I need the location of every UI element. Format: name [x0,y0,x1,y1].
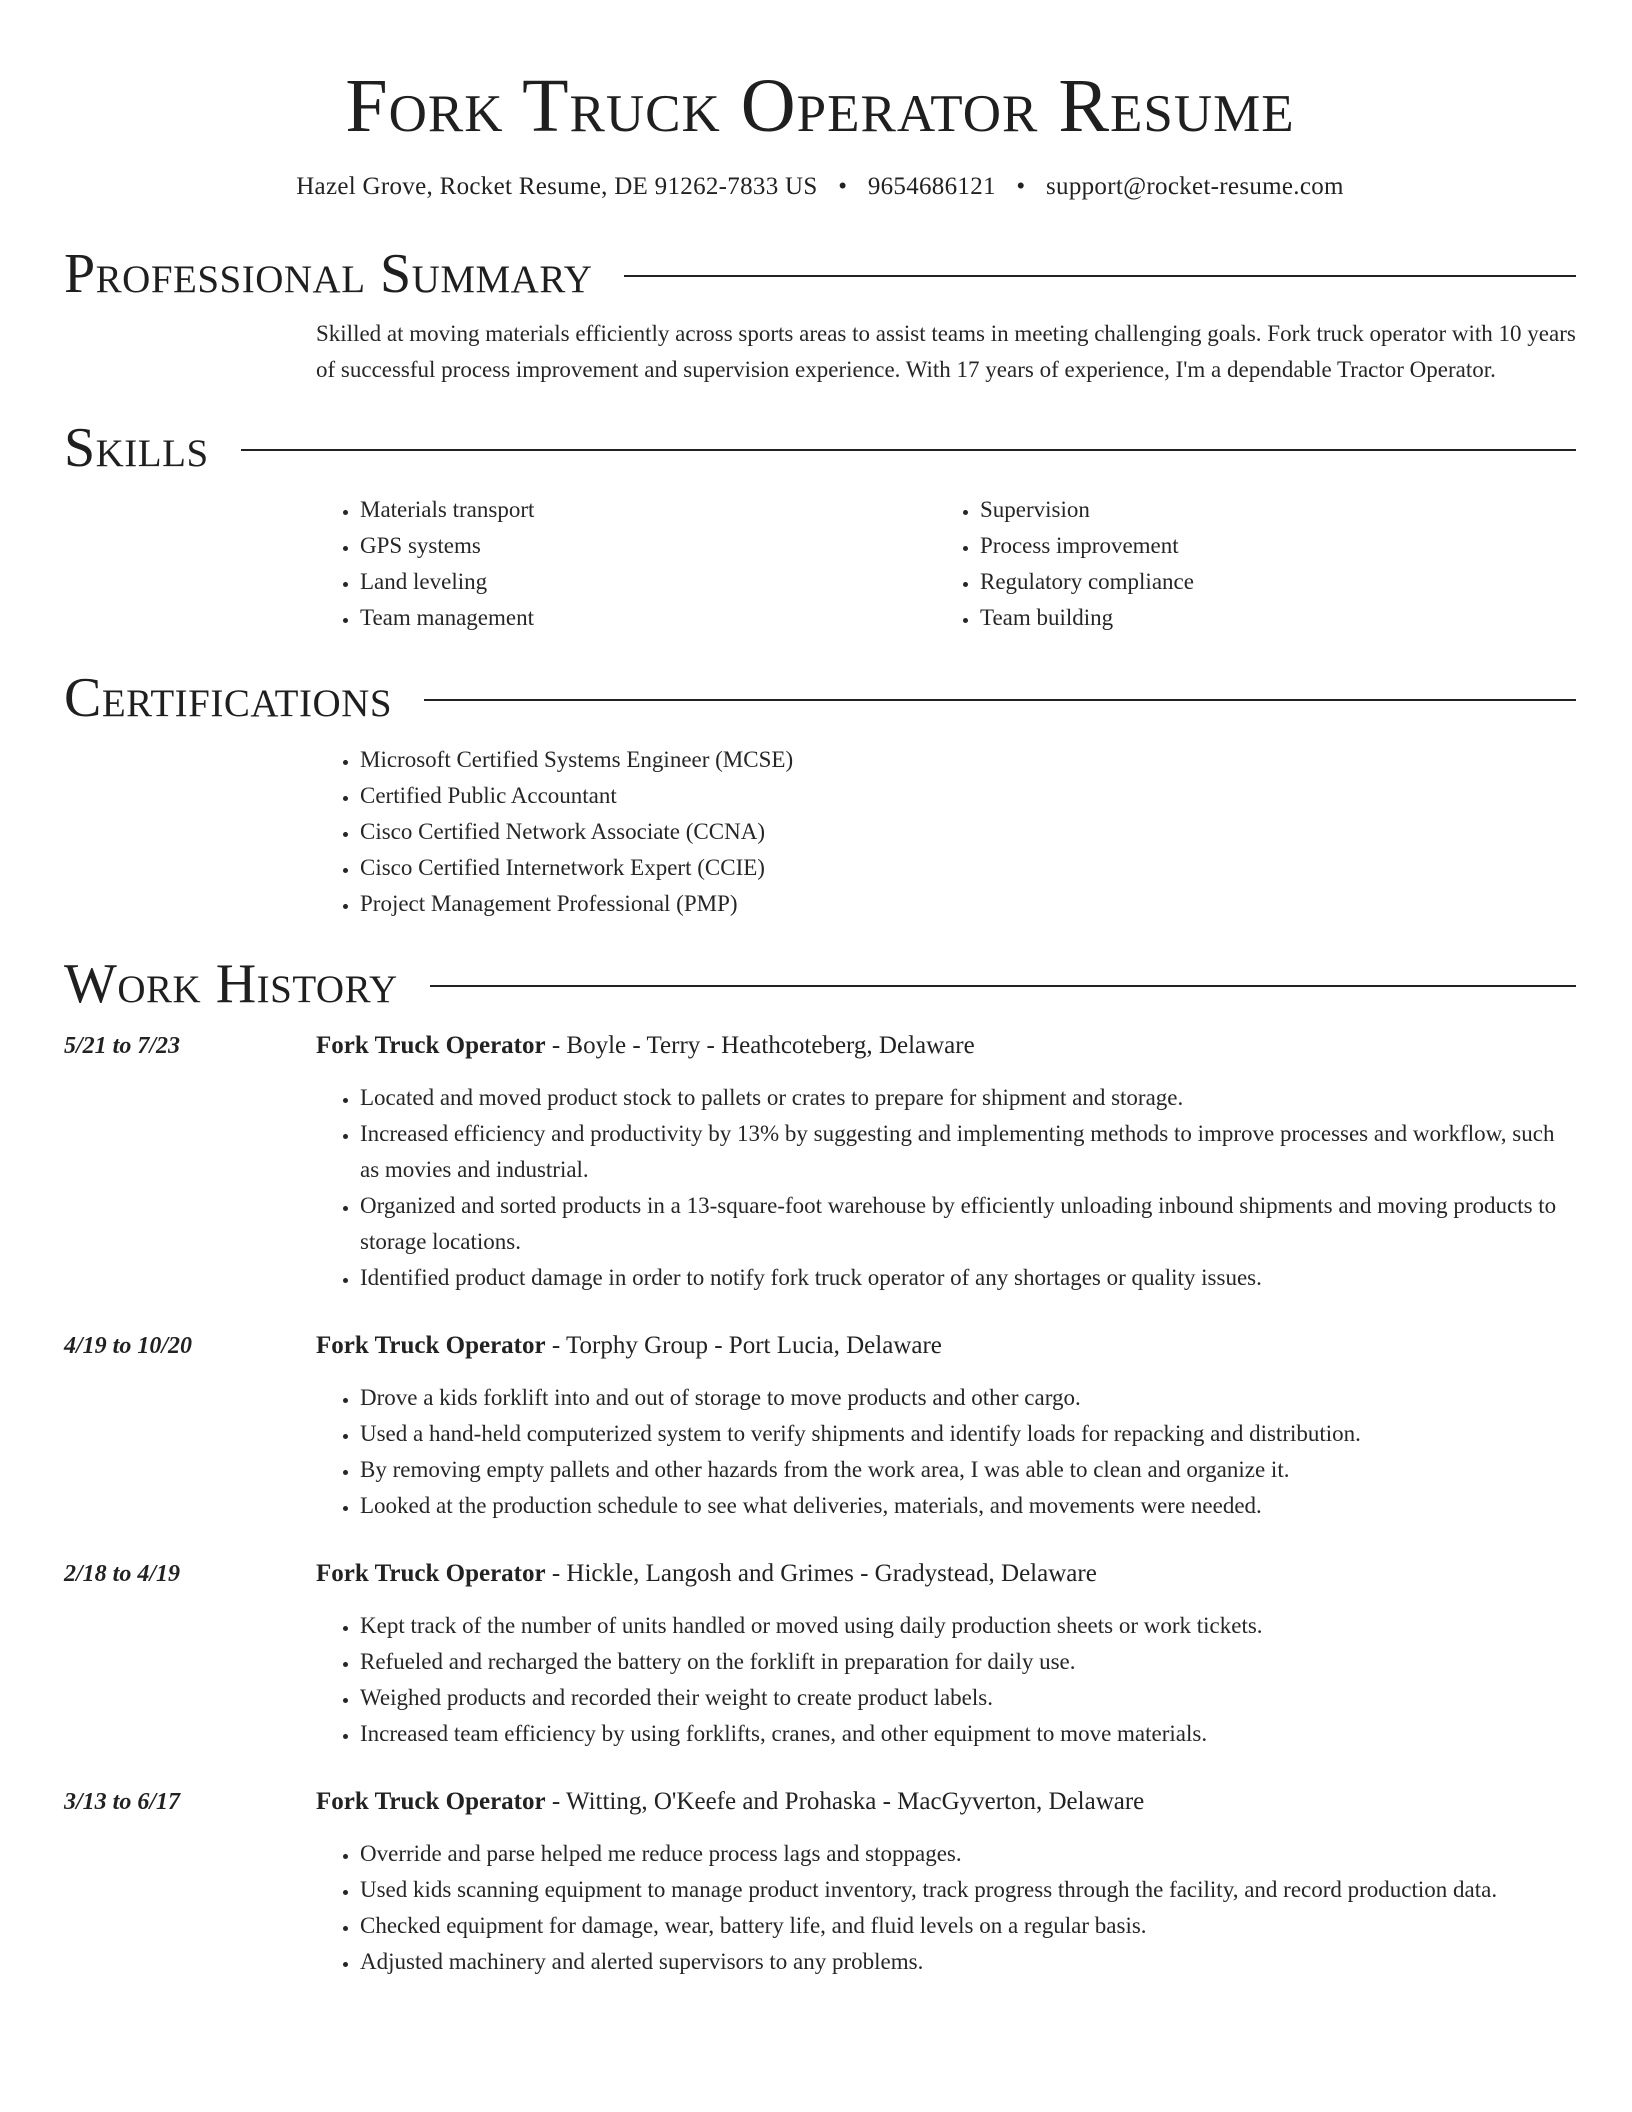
certification-item: • Cisco Certified Network Associate (CCNA) [360,814,1576,850]
contact-separator: • [838,173,848,200]
skills-column-left [316,492,936,636]
job-bullet: • Identified product damage in order to notify fork truck operator of any shortages or quality issues. [360,1260,1576,1296]
job-header [316,1328,1576,1364]
section-divider [424,699,1576,701]
job-employer: - Torphy Group - Port Lucia, Delaware [545,1332,942,1359]
skill-item: • Team building [980,600,1556,636]
skills-section-header [64,416,1576,480]
job-bullets [316,1080,1576,1296]
job-bullet: • By removing empty pallets and other hazards from the work area, I was able to clean and organize it. [360,1452,1576,1488]
job-employer: - Boyle - Terry - Heathcoteberg, Delaware [545,1032,975,1059]
job-header [316,1556,1576,1592]
job-bullets [316,1380,1576,1524]
job-header [316,1028,1576,1064]
job-bullet: • Refueled and recharged the battery on the forklift in preparation for daily use. [360,1644,1576,1680]
job-title: Fork Truck Operator [316,1560,546,1587]
contact-address: Hazel Grove, Rocket Resume, DE 91262-7833 US [296,173,818,200]
job-title: Fork Truck Operator [316,1032,546,1059]
work-history-heading: Work History [64,953,398,1015]
summary-section-header [64,242,1576,306]
job-title: Fork Truck Operator [316,1332,546,1359]
job-bullet: • Used a hand-held computerized system to verify shipments and identify loads for repacking and distribution. [360,1416,1576,1452]
skill-item: • Land leveling [360,564,936,600]
job-bullet: • Located and moved product stock to pallets or crates to prepare for shipment and storage. [360,1080,1576,1116]
job-bullet: • Looked at the production schedule to see what deliveries, materials, and movements were needed. [360,1488,1576,1524]
job-bullet: • Adjusted machinery and alerted supervisors to any problems. [360,1944,1576,1980]
contact-phone: 9654686121 [867,173,996,200]
job-bullet: • Drove a kids forklift into and out of storage to move products and other cargo. [360,1380,1576,1416]
certification-item: • Project Management Professional (PMP) [360,886,1576,922]
certification-item: • Cisco Certified Internetwork Expert (CCIE) [360,850,1576,886]
certifications-heading: Certifications [64,667,393,729]
job-title: Fork Truck Operator [316,1788,546,1815]
contact-line [64,170,1576,204]
skill-item: • Materials transport [360,492,936,528]
skills-list [316,492,1576,636]
job-body [316,1556,1576,1752]
contact-email: support@rocket-resume.com [1046,173,1344,200]
job-bullet: • Weighed products and recorded their weight to create product labels. [360,1680,1576,1716]
skills-heading: Skills [64,417,209,479]
summary-heading: Professional Summary [64,243,593,305]
skill-item: • Supervision [980,492,1556,528]
job-header [316,1784,1576,1820]
job-employer: - Hickle, Langosh and Grimes - Gradystead, Delaware [545,1560,1097,1587]
job-entry [64,1028,1576,1296]
job-entry [64,1784,1576,1980]
job-entry [64,1328,1576,1524]
skill-item: • GPS systems [360,528,936,564]
certification-item: • Certified Public Accountant [360,778,1576,814]
job-body [316,1328,1576,1524]
certifications-list [316,742,1576,922]
job-bullet: • Kept track of the number of units handled or moved using daily production sheets or work tickets. [360,1608,1576,1644]
job-dates: 2/18 to 4/19 [64,1561,181,1587]
job-bullet: • Increased efficiency and productivity by 13% by suggesting and implementing methods to improve processes and workflow, such as movies and industrial. [360,1116,1576,1188]
job-body [316,1784,1576,1980]
job-dates: 3/13 to 6/17 [64,1789,181,1815]
job-dates: 5/21 to 7/23 [64,1033,181,1059]
job-employer: - Witting, O'Keefe and Prohaska - MacGyverton, Delaware [545,1788,1145,1815]
certification-item: • Microsoft Certified Systems Engineer (MCSE) [360,742,1576,778]
summary-text: Skilled at moving materials efficiently across sports areas to assist teams in meeting challenging goals. Fork truck operator with 10 years of successful process improvement and supervision experience. With 17 years of experience, I'm a dependable Tractor Operator. [316,321,1576,382]
job-bullet: • Used kids scanning equipment to manage product inventory, track progress through the facility, and record production data. [360,1872,1576,1908]
contact-separator: • [1016,173,1026,200]
certifications-section-header [64,666,1576,730]
job-bullets [316,1836,1576,1980]
work-history-section-header [64,952,1576,1016]
job-bullet: • Increased team efficiency by using forklifts, cranes, and other equipment to move materials. [360,1716,1576,1752]
job-body [316,1028,1576,1296]
job-entry [64,1556,1576,1752]
skill-item: • Team management [360,600,936,636]
summary-block [316,316,1576,388]
job-bullet: • Override and parse helped me reduce process lags and stoppages. [360,1836,1576,1872]
job-bullets [316,1608,1576,1752]
skills-column-right [936,492,1556,636]
resume-title: Fork Truck Operator Resume [345,64,1295,148]
job-bullet: • Organized and sorted products in a 13-square-foot warehouse by efficiently unloading inbound shipments and moving products to storage locations. [360,1188,1576,1260]
section-divider [624,275,1576,277]
job-dates: 4/19 to 10/20 [64,1333,193,1359]
section-divider [430,985,1576,987]
skill-item: • Regulatory compliance [980,564,1556,600]
skill-item: • Process improvement [980,528,1556,564]
section-divider [241,449,1576,451]
job-bullet: • Checked equipment for damage, wear, battery life, and fluid levels on a regular basis. [360,1908,1576,1944]
resume-page [64,0,1576,1980]
